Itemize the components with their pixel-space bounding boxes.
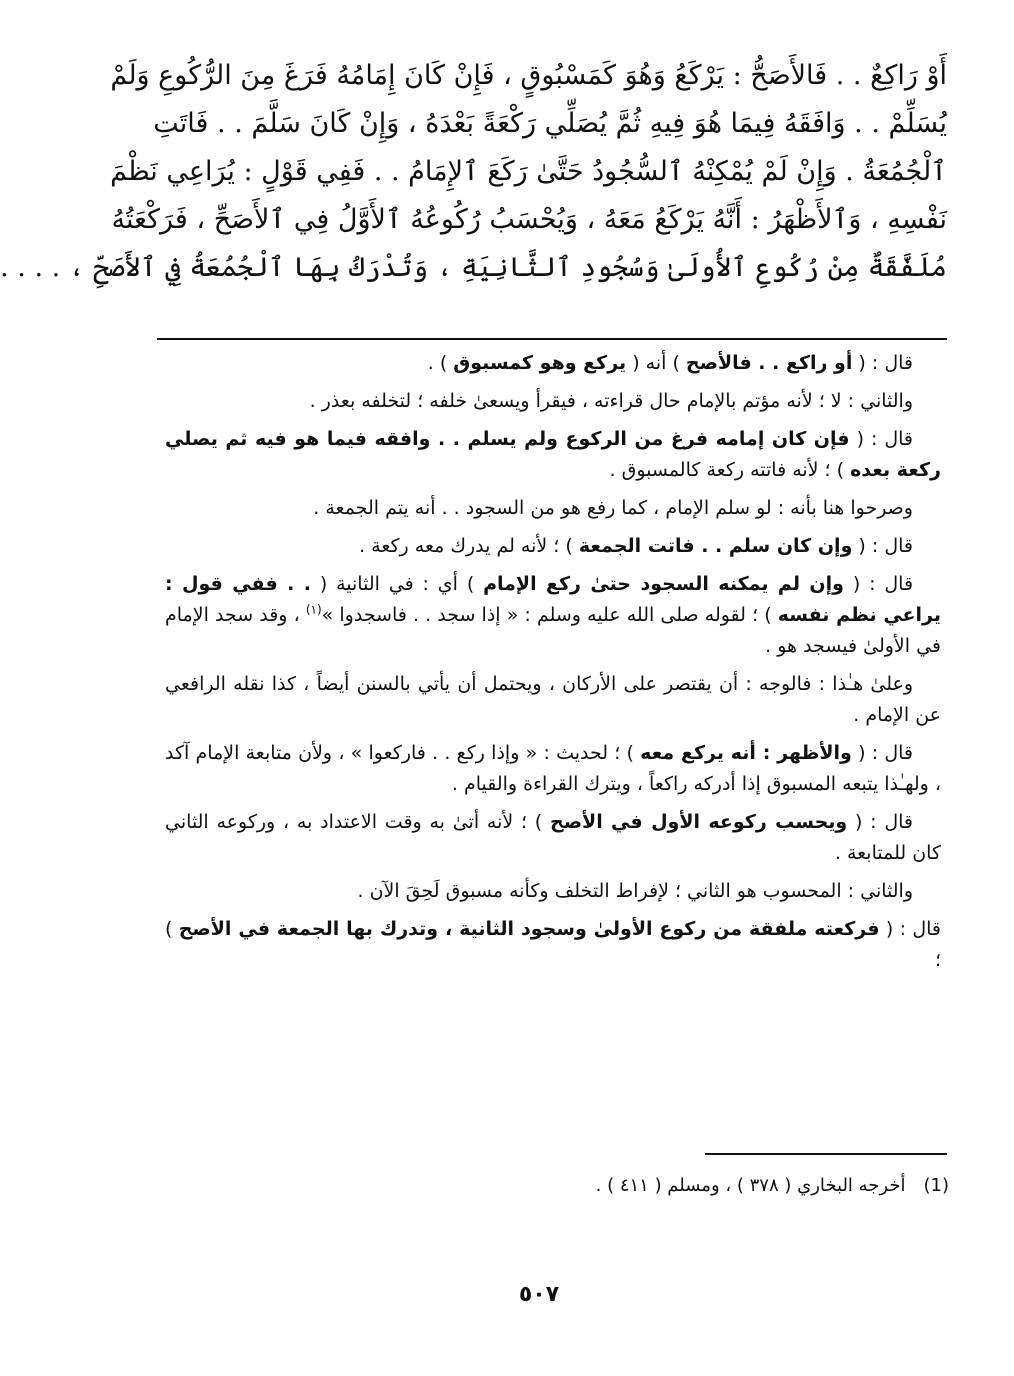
commentary-text: ) ؛ لأنه فاتته ركعة كالمسبوق . bbox=[609, 459, 851, 481]
commentary-text: قال : ( bbox=[843, 573, 914, 595]
commentary-text: ) ؛ لحديث : « وإذا ركع . . فاركعوا » ، ولأن متابعة الإمام آكد ، ولهـٰذا يتبعه المسبوق إذا أدركه راكعاً ، ويترك القراءة والقيام . bbox=[165, 742, 941, 795]
commentary-text: ، وقد سجد الإمام في الأولىٰ فيسجد هو . bbox=[165, 604, 941, 657]
quoted-matn: فركعته ملفقة من ركوع الأولىٰ وسجود الثانية ، وتدرك بها الجمعة في الأصح bbox=[178, 918, 880, 940]
commentary-paragraph bbox=[165, 531, 941, 562]
commentary-text: قال : ( bbox=[849, 428, 913, 450]
footnote-reference[interactable]: (١) bbox=[305, 602, 322, 617]
commentary-text: ) أنه ( bbox=[626, 352, 686, 374]
main-text bbox=[0, 52, 947, 292]
commentary-paragraph bbox=[165, 738, 941, 800]
commentary-paragraph bbox=[165, 876, 941, 907]
commentary-text: قال : ( bbox=[852, 535, 913, 557]
commentary-paragraph bbox=[165, 493, 941, 524]
commentary-text: وصرحوا هنا بأنه : لو سلم الإمام ، كما رفع هو من السجود . . أنه يتم الجمعة . bbox=[313, 497, 913, 519]
quoted-matn: وإن لم يمكنه السجود حتىٰ ركع الإمام bbox=[483, 573, 844, 595]
main-text-line: مُلَفَّقَةٌ مِنْ رُكُوعِ ٱلأُولَىٰ وَسُجُودِ ٱلثَّانِيَةِ ، وَتُدْرَكُ بِهَا ٱلْجُمُعَةُ فِي ٱلأَصَحِّ ، . . . . bbox=[0, 252, 947, 283]
quoted-matn: . . ففي قول : يراعي نظم نفسه bbox=[165, 573, 941, 626]
main-text-line: ٱلْجُمُعَةُ . وَإِنْ لَمْ يُمْكِنْهُ ٱلسُّجُودُ حَتَّىٰ رَكَعَ ٱلإِمَامُ . . فَفِي قَوْلٍ : يُرَاعِي نَظْمَ bbox=[110, 156, 947, 187]
main-text-line: أَوْ رَاكِعٌ . . فَالأَصَحُّ : يَرْكَعُ وَهُوَ كَمَسْبُوقٍ ، فَإِنْ كَانَ إِمَامُهُ فَرَغَ مِنَ الرُّكُوعِ وَلَمْ bbox=[110, 60, 947, 91]
main-text-line: يُسَلِّمْ . . وَافَقَهُ فِيمَا هُوَ فِيهِ ثُمَّ يُصَلِّي رَكْعَةً بَعْدَهُ ، وَإِنْ كَانَ سَلَّمَ . . فَاتَتِ bbox=[153, 108, 947, 139]
commentary-text: وعلىٰ هـٰذا : فالوجه : أن يقتصر على الأركان ، ويحتمل أن يأتي بالسنن أيضاً ، كذا نقله الرافعي عن الإمام . bbox=[165, 673, 941, 726]
commentary-text: ) ؛ لأنه لم يدرك معه ركعة . bbox=[359, 535, 579, 557]
quoted-matn: وإن كان سلم . . فاتت الجمعة bbox=[578, 535, 853, 557]
commentary-text: ) . bbox=[427, 352, 454, 374]
commentary-text: والثاني : لا ؛ لأنه مؤتم بالإمام حال قراءته ، فيقرأ ويسعىٰ خلفه ؛ لتخلفه بعذر . bbox=[309, 390, 913, 412]
quoted-matn: يركع وهو كمسبوق bbox=[453, 352, 627, 374]
commentary-paragraph bbox=[165, 348, 941, 379]
commentary-paragraph bbox=[165, 424, 941, 486]
commentary-text: قال : ( bbox=[851, 742, 914, 764]
footnote-divider bbox=[705, 1153, 947, 1155]
quoted-matn: والأظهر : أنه يركع معه bbox=[640, 742, 852, 764]
footnote-number: (1) bbox=[923, 1175, 949, 1196]
commentary-text: ) ؛ bbox=[165, 918, 941, 971]
commentary-paragraph bbox=[165, 914, 941, 976]
commentary-text: قال : ( bbox=[879, 918, 942, 940]
footnote-text: أخرجه البخاري ( ٣٧٨ ) ، ومسلم ( ٤١١ ) . bbox=[595, 1175, 906, 1196]
commentary-paragraph bbox=[165, 669, 941, 731]
commentary bbox=[165, 348, 941, 983]
quoted-matn: فإن كان إمامه فرغ من الركوع ولم يسلم . . وافقه فيما هو فيه ثم يصلي ركعة بعده bbox=[165, 428, 941, 481]
commentary-text: ) ؛ لأنه أتىٰ به وقت الاعتداد به ، وركوعه الثاني كان للمتابعة . bbox=[165, 811, 941, 864]
commentary-paragraph bbox=[165, 569, 941, 662]
page-number: ٥٠٧ bbox=[518, 1282, 560, 1307]
commentary-paragraph bbox=[165, 386, 941, 417]
quoted-matn: ويحسب ركوعه الأول في الأصح bbox=[550, 811, 848, 833]
commentary-text: قال : ( bbox=[847, 811, 914, 833]
commentary-text: ) ؛ لقوله صلى الله عليه وسلم : « إذا سجد . . فاسجدوا » bbox=[321, 604, 778, 626]
main-text-divider bbox=[157, 338, 947, 340]
quoted-matn: أو راكع . . فالأصح bbox=[685, 352, 853, 374]
main-text-line: نَفْسِهِ ، وَٱلأَظْهَرُ : أَنَّهُ يَرْكَعُ مَعَهُ ، وَيُحْسَبُ رُكُوعُهُ ٱلأَوَّلُ فِي ٱلأَصَحِّ ، فَرَكْعَتُهُ bbox=[111, 204, 947, 235]
commentary-text: والثاني : المحسوب هو الثاني ؛ لإفراط التخلف وكأنه مسبوق لَحِقَ الآن . bbox=[357, 880, 913, 902]
commentary-text: ) أي : في الثانية ( bbox=[310, 573, 484, 595]
commentary-paragraph bbox=[165, 807, 941, 869]
commentary-text: قال : ( bbox=[852, 352, 913, 374]
footnote bbox=[365, 1172, 949, 1200]
